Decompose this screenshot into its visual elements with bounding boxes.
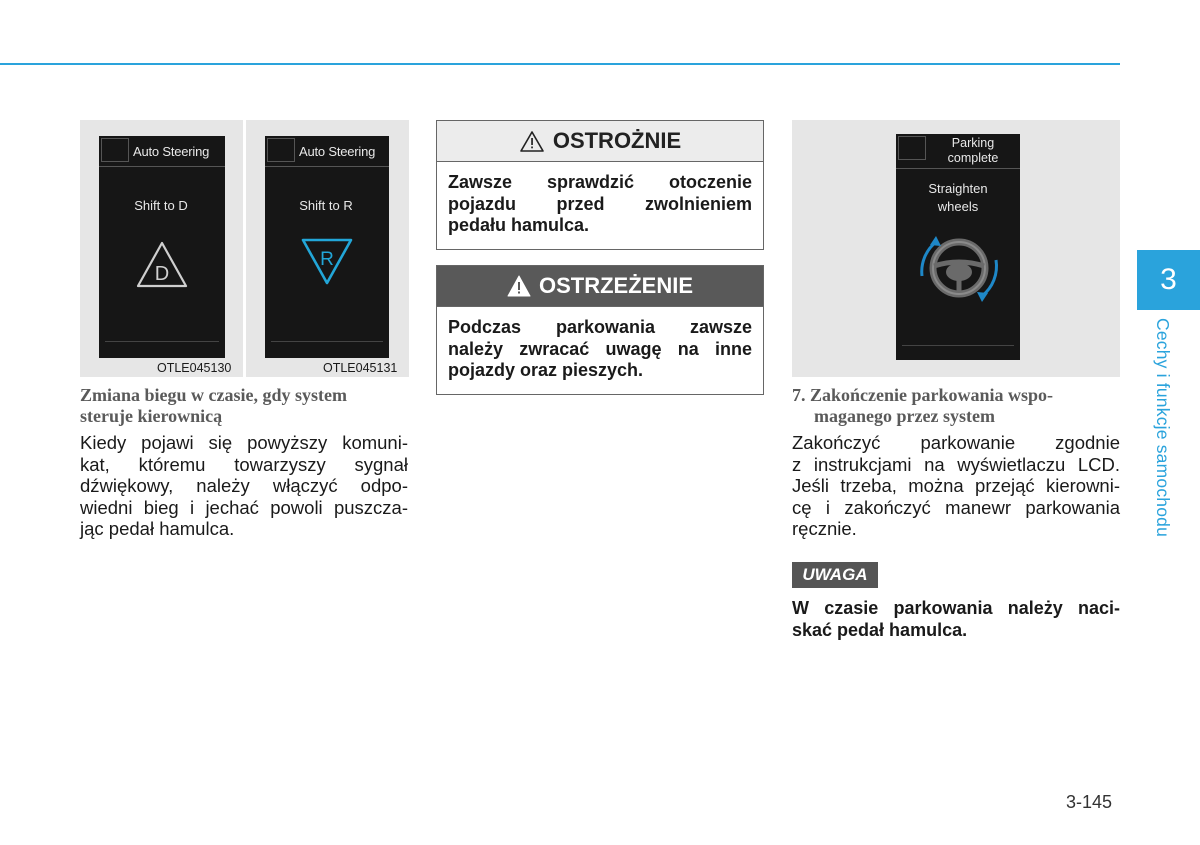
display-message: Shift to R — [299, 198, 353, 213]
steering-wheel-icon — [914, 234, 1004, 304]
text-line: skać pedał hamulca. — [792, 619, 968, 640]
caution-box — [436, 120, 764, 250]
warning-text — [437, 307, 763, 392]
section-heading-gear-change — [80, 385, 410, 427]
gear-letter: R — [320, 249, 334, 270]
cluster-display — [265, 136, 389, 358]
display-footer-line — [105, 341, 219, 342]
heading-line: steruje kierownicą — [80, 406, 223, 426]
warning-filled-icon — [507, 275, 531, 297]
heading-line: 7. Zakończenie parkowania wspo- — [792, 385, 1054, 405]
text-line: Podczas parkowania zawsze — [448, 317, 752, 337]
display-footer-line — [271, 341, 383, 342]
figure-code: OTLE045131 — [323, 361, 398, 375]
chapter-tab[interactable]: 3 — [1137, 250, 1200, 310]
caution-title: OSTROŻNIE — [552, 128, 682, 153]
cluster-display — [99, 136, 225, 358]
text-line: Zakończyć parkowanie zgodnie — [792, 432, 1120, 453]
text-line: Zawsze sprawdzić otoczenie — [448, 172, 752, 192]
warning-box — [436, 265, 764, 395]
gear-d-warning-icon — [135, 240, 189, 290]
text-line: z instrukcjami na wyświetlaczu LCD. — [792, 453, 1120, 475]
text-line: Kiedy pojawi się powyższy komuni- — [80, 432, 408, 453]
page-number: 3-145 — [1066, 792, 1113, 812]
caution-text — [437, 162, 763, 247]
display-message — [896, 180, 1020, 216]
text-line: wiedni bieg i jechać powoli puszcza- — [80, 496, 408, 518]
section-heading-parking-end — [792, 385, 1122, 427]
status-square — [101, 138, 129, 162]
display-header-text: Auto Steering — [133, 144, 210, 159]
paragraph-gear-change — [80, 432, 408, 540]
note-label: UWAGA — [792, 562, 878, 588]
figure-shift-to-d — [80, 120, 243, 377]
figure-code: OTLE045130 — [157, 361, 232, 375]
display-footer-line — [902, 345, 1014, 346]
text-line: pojazdy oraz pieszych. — [448, 360, 644, 380]
status-square — [898, 136, 926, 160]
gear-letter: D — [154, 263, 170, 285]
display-header-text — [928, 136, 1018, 166]
heading-line: maganego przez system — [814, 406, 995, 426]
warning-header — [437, 266, 763, 307]
header-line-2: complete — [947, 151, 999, 165]
text-line: cę i zakończyć manewr parkowania — [792, 496, 1120, 518]
caution-header — [437, 121, 763, 162]
header-line-1: Parking — [951, 136, 995, 150]
cluster-display — [896, 134, 1020, 360]
text-line: pojazdu przed zwolnieniem — [448, 193, 752, 214]
display-header-text: Auto Steering — [299, 144, 376, 159]
message-line-2: wheels — [937, 199, 979, 214]
paragraph-parking-end — [792, 432, 1120, 540]
warning-title: OSTRZEŻENIE — [538, 273, 693, 298]
text-line: pedału hamulca. — [448, 215, 590, 235]
status-square — [267, 138, 295, 162]
text-line: należy zwracać uwagę na inne — [448, 338, 752, 359]
text-line: Jeśli trzeba, można przejąć kierowni- — [792, 475, 1120, 496]
top-rule — [0, 63, 1120, 65]
figure-shift-to-r — [246, 120, 409, 377]
text-line: W czasie parkowania należy naci- — [792, 598, 1120, 618]
text-line: kat, któremu towarzyszy sygnał — [80, 453, 408, 475]
text-line: jąc pedał hamulca. — [80, 518, 235, 539]
text-line: dźwiękowy, należy włączyć odpo- — [80, 475, 408, 496]
note-text — [792, 598, 1120, 641]
chapter-title: Cechy i funkcje samochodu — [1153, 318, 1173, 537]
message-line-1: Straighten — [928, 181, 988, 196]
text-line: ręcznie. — [792, 518, 857, 539]
warning-triangle-icon — [519, 130, 545, 153]
display-message: Shift to D — [134, 198, 188, 213]
figure-parking-complete — [792, 120, 1120, 377]
heading-line: Zmiana biegu w czasie, gdy system — [80, 385, 347, 405]
gear-r-warning-icon — [300, 236, 354, 286]
